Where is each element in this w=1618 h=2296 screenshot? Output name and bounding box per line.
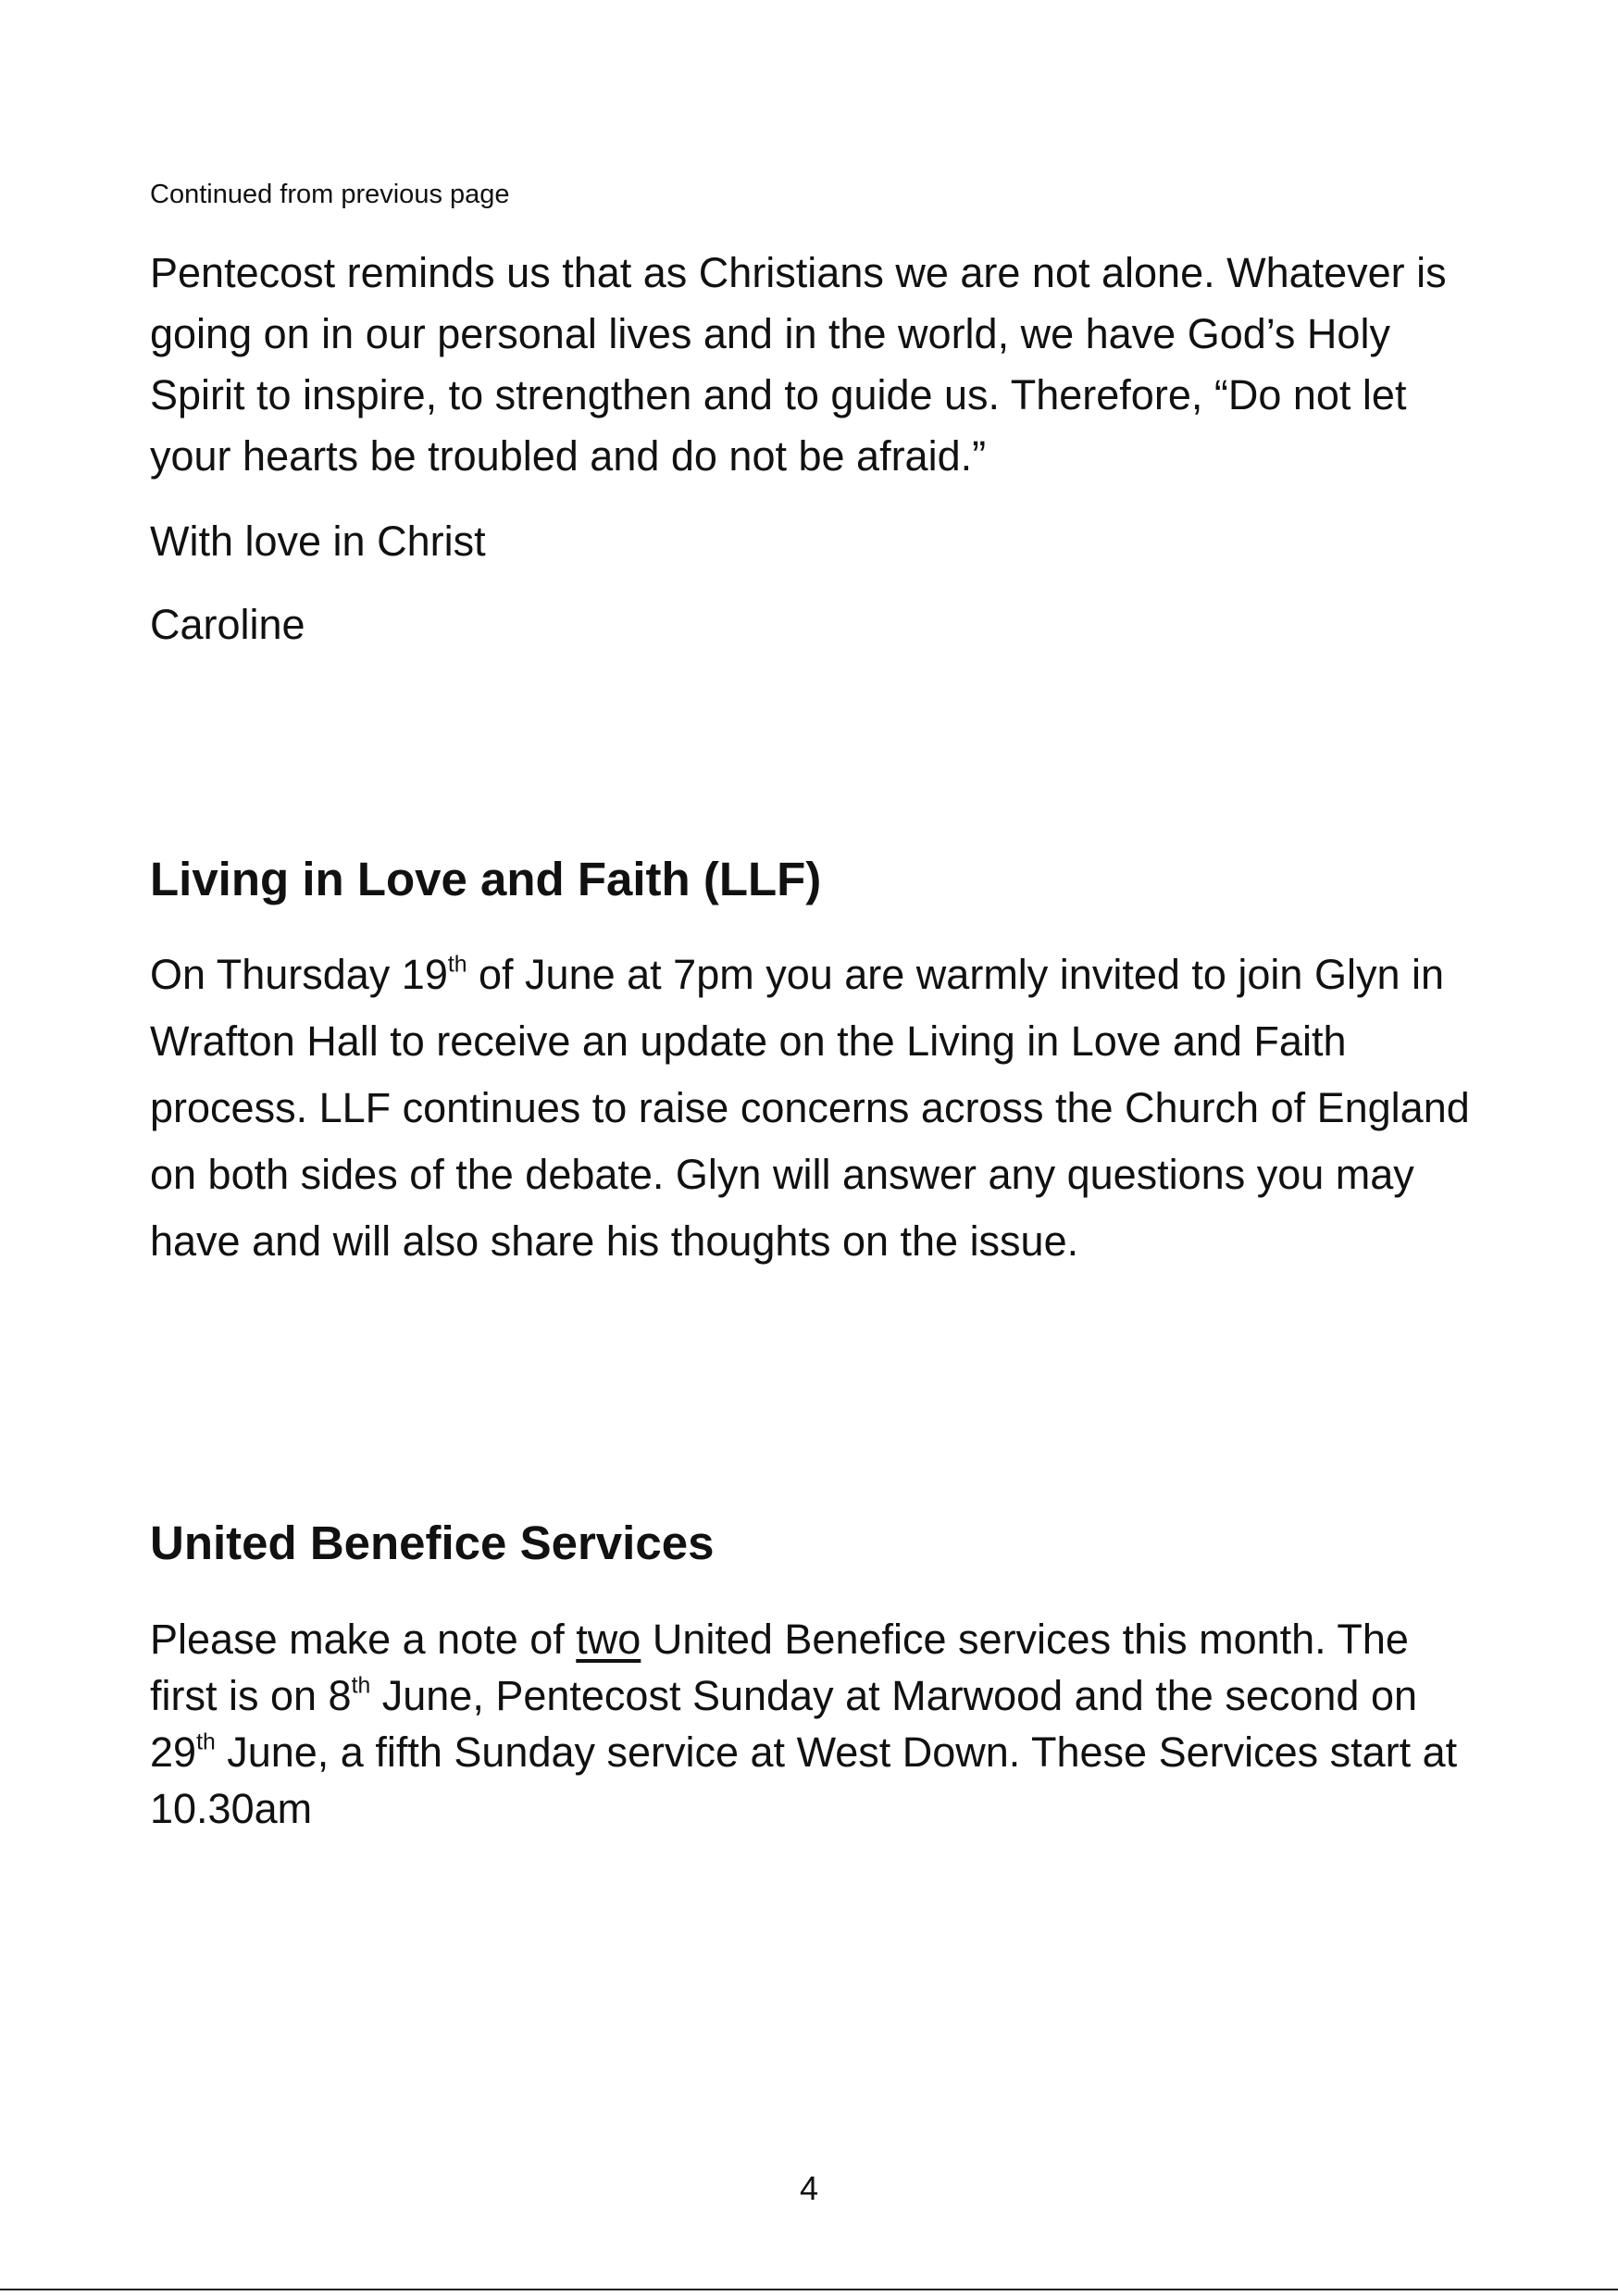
united-benefice-paragraph xyxy=(150,1611,1483,1837)
ub-text-4: June, a fifth Sunday service at West Down. These Services start at 10.30am xyxy=(150,1728,1458,1832)
ub-ordinal-1: th xyxy=(351,1673,371,1699)
llf-paragraph xyxy=(150,942,1483,1275)
intro-paragraph: Pentecost reminds us that as Christians we are not alone. Whatever is going on in our personal lives and in the world, we have God’s Holy Spirit to inspire, to strengthen and to guide us. Therefore, “Do not let your hearts be troubled and do not be afraid.” xyxy=(150,249,1447,480)
closing-line: With love in Christ xyxy=(150,518,486,565)
llf-ordinal: th xyxy=(447,952,467,978)
ub-text-2: United Benefice services this month. The first is on 8 xyxy=(150,1616,1409,1719)
llf-text-2: of June at 7pm you are warmly invited to join Glyn in Wrafton Hall to receive an update on the Living in Love and Faith process. LLF continues to raise concerns across the Church of England on both sides of the debate. Glyn will answer any questions you may have and will also share his thoughts on the issue. xyxy=(150,951,1470,1265)
llf-text-1: On Thursday 19 xyxy=(150,951,448,998)
bottom-rule xyxy=(0,2289,1618,2290)
signature: Caroline xyxy=(150,601,305,648)
united-benefice-heading: United Benefice Services xyxy=(150,1516,715,1569)
ub-underlined-word: two xyxy=(576,1616,641,1663)
ub-text-3: June, Pentecost Sunday at Marwood and the second on 29 xyxy=(150,1672,1417,1776)
continued-note: Continued from previous page xyxy=(150,180,510,209)
ub-text-1: Please make a note of xyxy=(150,1616,577,1663)
ub-ordinal-2: th xyxy=(196,1729,216,1755)
llf-heading: Living in Love and Faith (LLF) xyxy=(150,853,822,905)
page-number: 4 xyxy=(799,2169,819,2207)
